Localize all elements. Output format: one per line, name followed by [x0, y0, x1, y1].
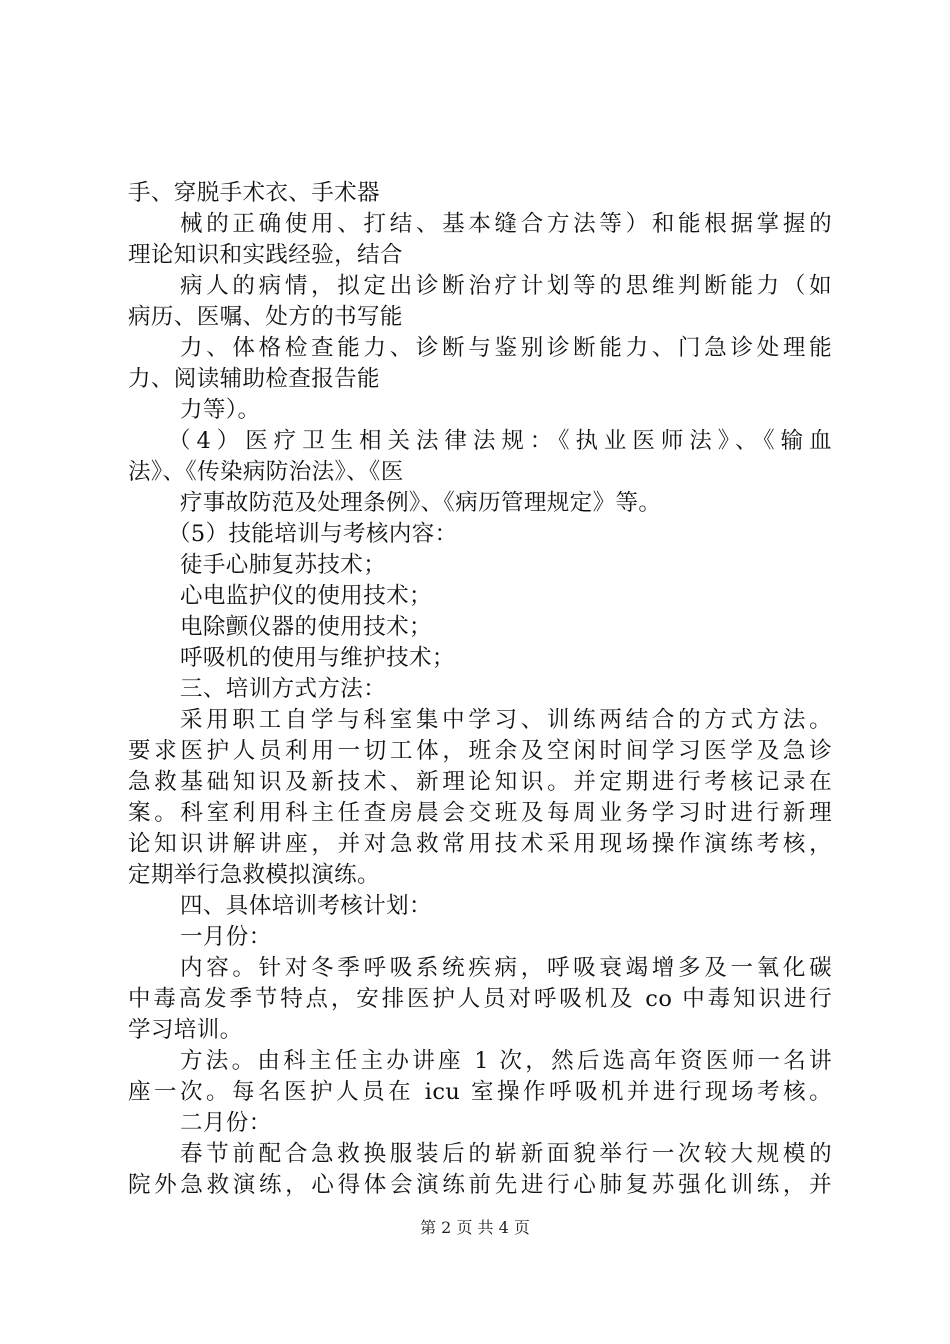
- text-line: 力、阅读辅助检查报告能: [128, 366, 380, 392]
- text-line: 春节前配合急救换服装后的崭新面貌举行一次较大规模的: [180, 1141, 832, 1167]
- text-line: 徒手心肺复苏技术；: [180, 552, 387, 578]
- text-line: （5）技能培训与考核内容：: [168, 521, 458, 547]
- text-line: 电除颤仪器的使用技术；: [180, 614, 432, 640]
- text-line: 病历、医嘱、处方的书写能: [128, 304, 403, 330]
- text-line: 力、体格检查能力、诊断与鉴别诊断能力、门急诊处理能: [180, 335, 832, 361]
- text-line: 院外急救演练，心得体会演练前先进行心肺复苏强化训练，并: [128, 1172, 832, 1198]
- text-line: 定期举行急救模拟演练。: [128, 862, 380, 888]
- text-line: （4）医疗卫生相关法律法规：《执业医师法》、《输血: [168, 428, 832, 454]
- text-line: 二月份：: [180, 1110, 272, 1136]
- text-line: 要求医护人员利用一切工体，班余及空闲时间学习医学及急诊: [128, 738, 832, 764]
- text-line: 论知识讲解讲座，并对急救常用技术采用现场操作演练考核，: [128, 831, 832, 857]
- text-line: 理论知识和实践经验，结合: [128, 242, 403, 268]
- text-line: 学习培训。: [128, 1017, 243, 1043]
- text-line: 内容。针对冬季呼吸系统疾病，呼吸衰竭增多及一氧化碳: [180, 955, 832, 981]
- text-line: 三、培训方式方法：: [180, 676, 387, 702]
- text-line: 急救基础知识及新技术、新理论知识。并定期进行考核记录在: [128, 769, 832, 795]
- text-line: 案。科室利用科主任查房晨会交班及每周业务学习时进行新理: [128, 800, 832, 826]
- text-line: 疗事故防范及处理条例》、《病历管理规定》等。: [180, 490, 662, 516]
- text-line: 手、穿脱手术衣、手术器: [128, 180, 380, 206]
- text-line: 一月份：: [180, 924, 272, 950]
- document-body: [128, 178, 832, 1201]
- text-line: 采用职工自学与科室集中学习、训练两结合的方式方法。: [180, 707, 832, 733]
- text-line: 法》、《传染病防治法》、《医: [128, 459, 404, 485]
- text-line: 力等）。: [180, 397, 261, 423]
- page-footer: 第 2 页 共 4 页: [420, 1218, 530, 1237]
- text-line: 四、具体培训考核计划：: [180, 893, 432, 919]
- text-line: 座一次。每名医护人员在 icu 室操作呼吸机并进行现场考核。: [128, 1079, 832, 1105]
- text-line: 心电监护仪的使用技术；: [180, 583, 432, 609]
- text-line: 方法。由科主任主办讲座 1 次，然后选高年资医师一名讲: [180, 1048, 832, 1074]
- text-line: 病人的病情，拟定出诊断治疗计划等的思维判断能力（如: [180, 273, 832, 299]
- text-line: 呼吸机的使用与维护技术；: [180, 645, 455, 671]
- text-line: 械的正确使用、打结、基本缝合方法等）和能根据掌握的: [180, 211, 832, 237]
- text-line: 中毒高发季节特点，安排医护人员对呼吸机及 co 中毒知识进行: [128, 986, 832, 1012]
